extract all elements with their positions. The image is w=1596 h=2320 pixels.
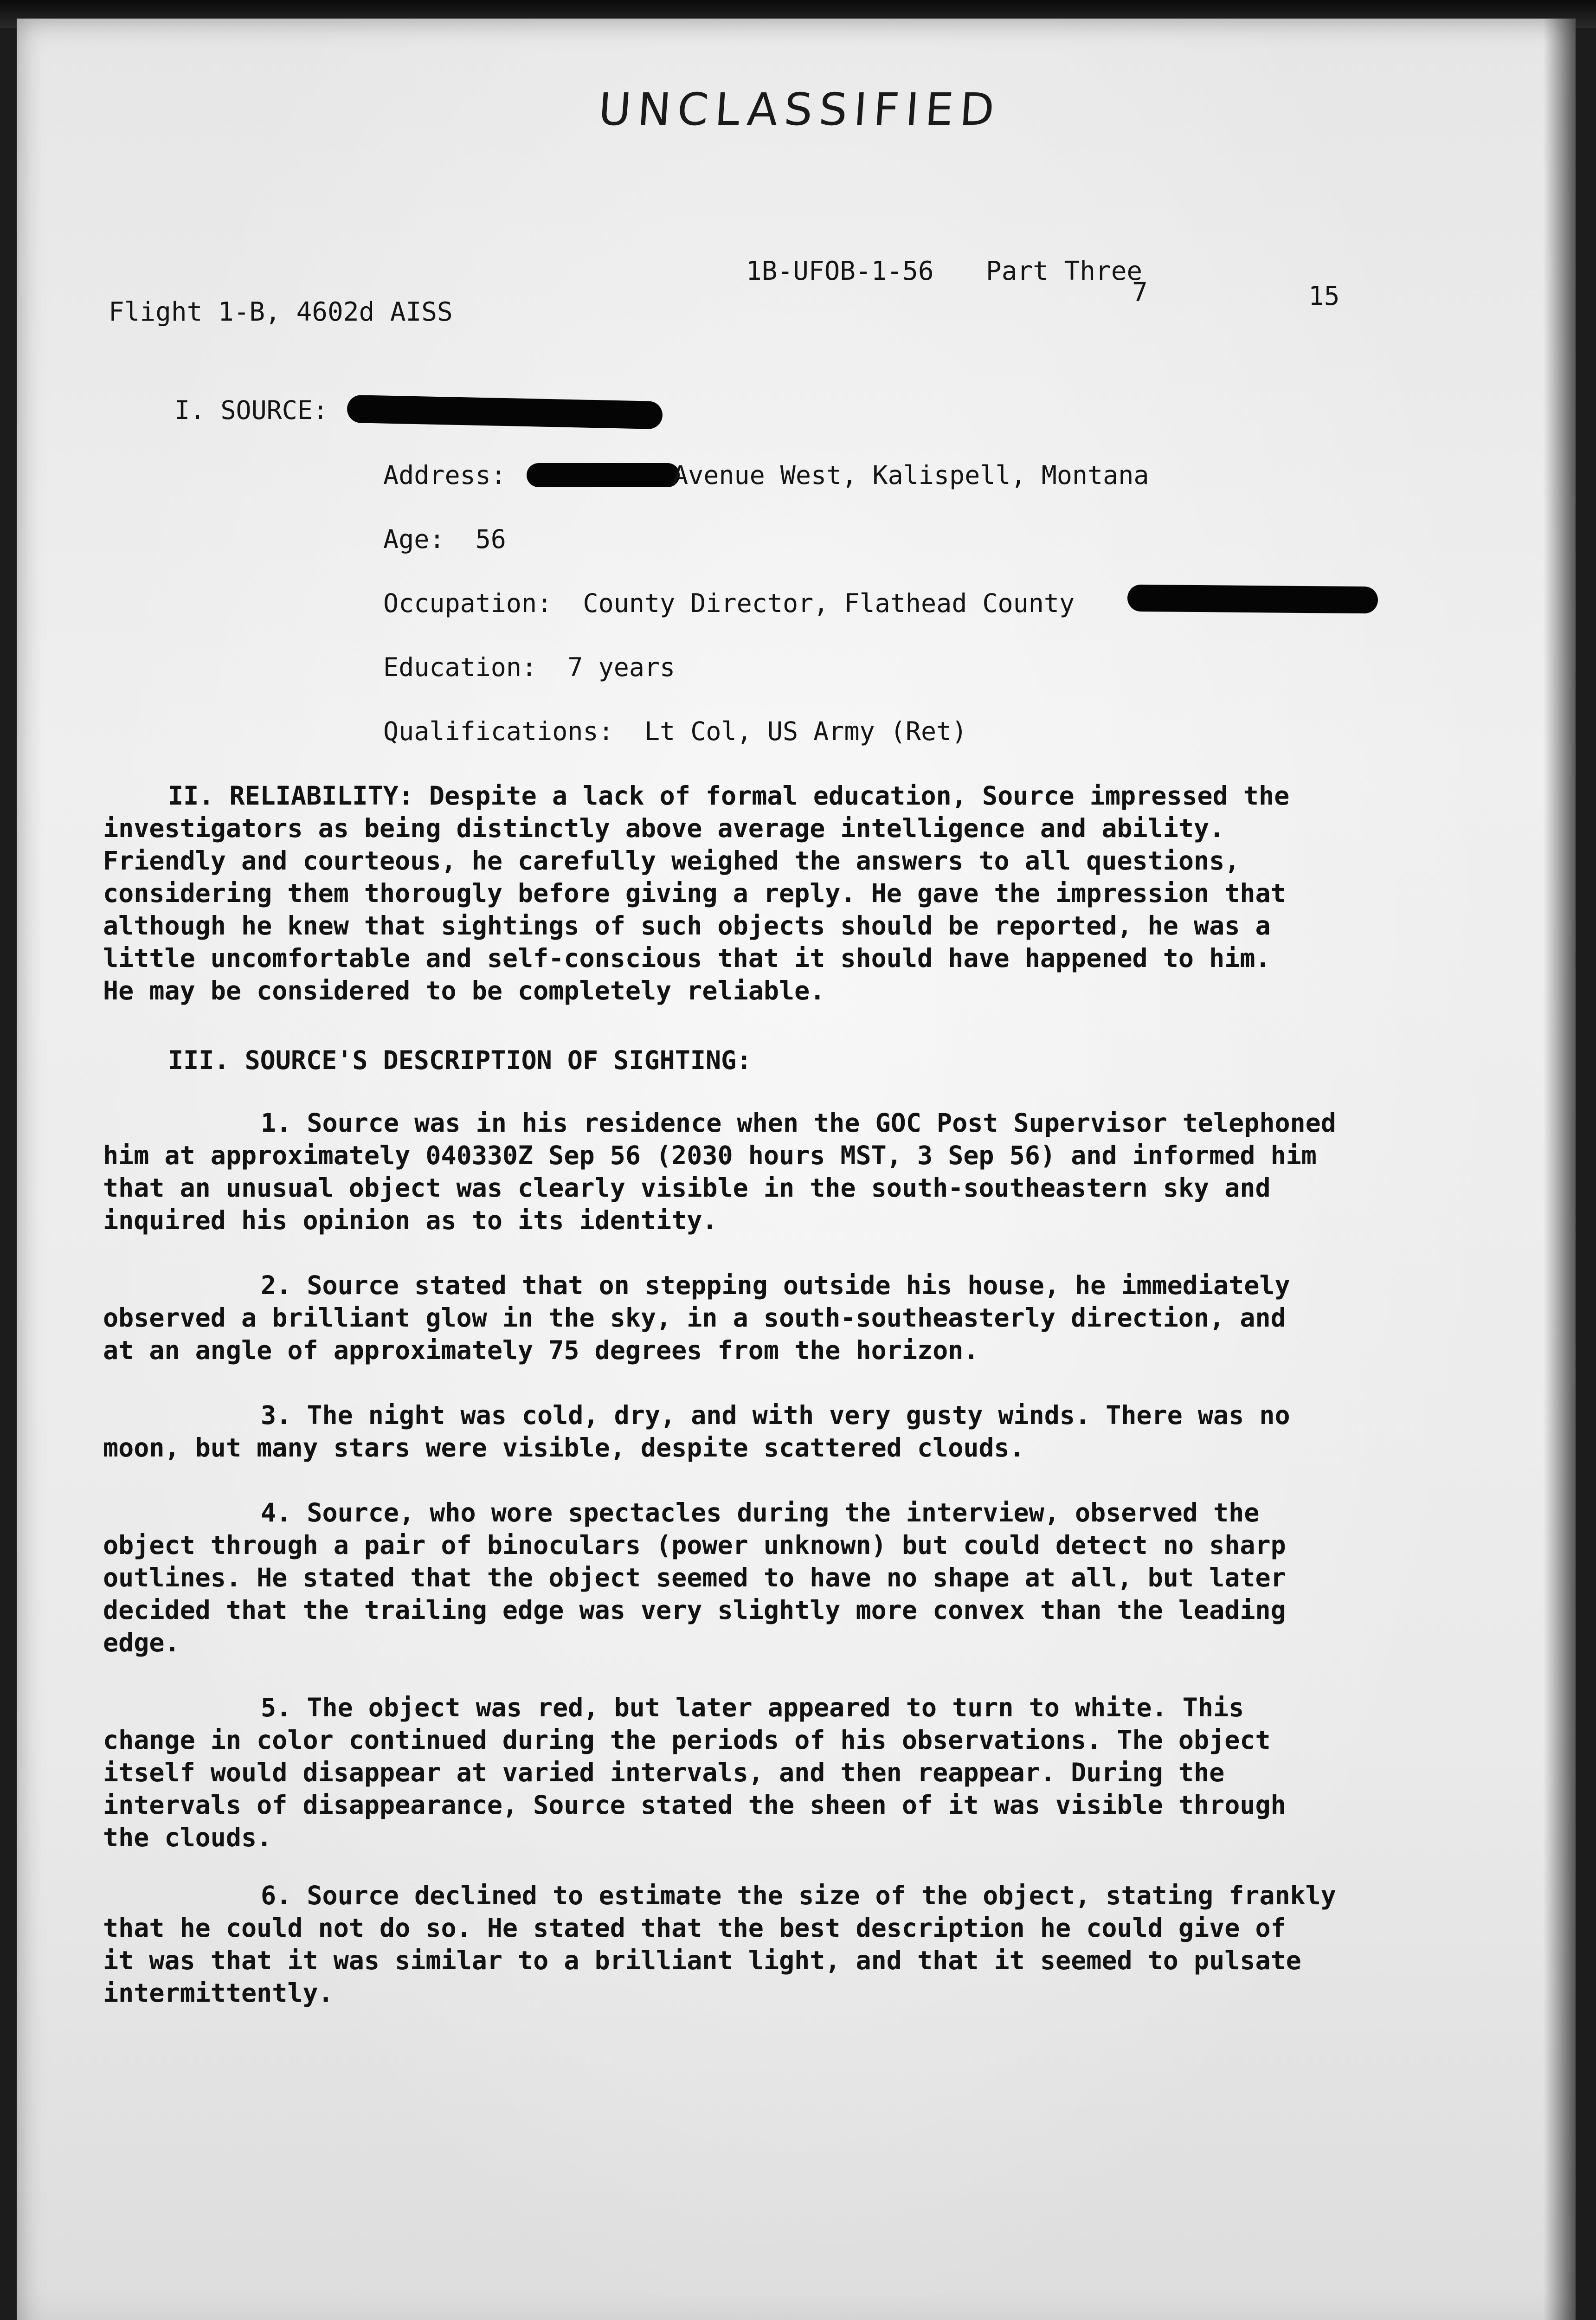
paragraph-line: that he could not do so. He stated that the best description he could give of: [103, 1913, 1286, 1943]
paragraph-line: change in color continued during the periods of his observations. The object: [103, 1725, 1271, 1755]
unit-designation: Flight 1-B, 4602d AISS: [109, 297, 453, 327]
paragraph-first-line: 6. Source declined to estimate the size of the object, stating frankly: [261, 1881, 1336, 1910]
paragraph-line: decided that the trailing edge was very slightly more convex than the leading: [103, 1595, 1286, 1625]
paragraph-line: the clouds.: [103, 1823, 272, 1852]
education-label: Education:: [383, 652, 537, 682]
paragraph-line: observed a brilliant glow in the sky, in a south-southeasterly direction, and: [103, 1303, 1286, 1333]
occupation-label: Occupation:: [383, 588, 553, 618]
reliability-line: He may be considered to be completely reliable.: [103, 976, 825, 1005]
paragraph-line: outlines. He stated that the object seemed to have no shape at all, but later: [103, 1563, 1286, 1592]
reliability-line: Friendly and courteous, he carefully weighed the answers to all questions,: [103, 846, 1240, 876]
reliability-line: investigators as being distinctly above average intelligence and ability.: [103, 813, 1225, 843]
qualifications-value: Lt Col, US Army (Ret): [644, 716, 967, 746]
paragraph-line: it was that it was similar to a brilliant light, and that it seemed to pulsate: [103, 1946, 1301, 1975]
paragraph-first-line: 2. Source stated that on stepping outside his house, he immediately: [261, 1270, 1290, 1300]
education-value: 7 years: [567, 652, 676, 682]
paragraph-line: intermittently.: [103, 1978, 334, 2008]
occupation-field: [383, 588, 1075, 618]
page-bottom-shadow: [17, 2292, 1576, 2320]
paragraph-first-line: 3. The night was cold, dry, and with very gusty winds. There was no: [261, 1400, 1290, 1430]
reliability-line: although he knew that sightings of such objects should be reported, he was a: [103, 911, 1271, 941]
qualifications-label: Qualifications:: [383, 716, 614, 746]
paragraph-line: inquired his opinion as to its identity.: [103, 1205, 718, 1235]
paragraph-line: edge.: [103, 1628, 180, 1657]
paragraph-line: object through a pair of binoculars (power unknown) but could detect no sharp: [103, 1530, 1286, 1560]
paragraph-line: itself would disappear at varied intervals, and then reappear. During the: [103, 1758, 1225, 1787]
paragraph-line: at an angle of approximately 75 degrees from the horizon.: [103, 1335, 979, 1365]
sighting-paragraph-6: [103, 1879, 1430, 2009]
page-edge-shadow: [1543, 19, 1576, 2320]
sighting-paragraph-4: [103, 1496, 1430, 1659]
sighting-paragraph-1: [103, 1107, 1430, 1237]
reliability-line: II. RELIABILITY: Despite a lack of formal education, Source impressed the: [168, 781, 1290, 811]
sighting-paragraph-5: [103, 1691, 1430, 1854]
paragraph-line: moon, but many stars were visible, despite scattered clouds.: [103, 1433, 1025, 1463]
address-value: Avenue West, Kalispell, Montana: [673, 460, 1149, 490]
qualifications-field: [383, 716, 967, 746]
paragraph-line: intervals of disappearance, Source stated the sheen of it was visible through: [103, 1790, 1286, 1820]
source-heading: I. SOURCE:: [174, 395, 328, 425]
sighting-paragraph-2: [103, 1269, 1430, 1366]
page-number: 15: [1308, 281, 1340, 311]
age-value: 56: [475, 524, 506, 554]
paragraph-first-line: 5. The object was red, but later appeared to turn to white. This: [261, 1693, 1244, 1722]
reliability-line: considering them thorougly before giving a reply. He gave the impression that: [103, 878, 1286, 908]
redaction-occupation: [1127, 585, 1378, 614]
paragraph-line: that an unusual object was clearly visible in the south-southeastern sky and: [103, 1173, 1271, 1203]
page-mark: 7: [1132, 277, 1148, 308]
reliability-line: little uncomfortable and self-conscious that it should have happened to him.: [103, 943, 1271, 973]
education-field: [383, 652, 675, 682]
sighting-paragraph-3: [103, 1399, 1430, 1464]
reliability-paragraph: [103, 780, 1430, 1007]
paragraph-first-line: 4. Source, who wore spectacles during the interview, observed the: [261, 1498, 1260, 1527]
age-label: Age:: [383, 524, 445, 554]
document-reference: 1B-UFOB-1-56: [746, 256, 934, 286]
occupation-value: County Director, Flathead County: [583, 588, 1075, 618]
redaction-address-number: [527, 463, 680, 487]
classification-marking-top: UNCLASSIFIED: [597, 84, 1003, 135]
age-field: [383, 524, 506, 554]
document-part: Part Three: [986, 256, 1143, 286]
address-label: Address:: [383, 460, 506, 490]
paragraph-first-line: 1. Source was in his residence when the GOC Post Supervisor telephoned: [261, 1108, 1336, 1138]
sighting-description-heading: III. SOURCE'S DESCRIPTION OF SIGHTING:: [168, 1045, 752, 1075]
paragraph-line: him at approximately 040330Z Sep 56 (2030 hours MST, 3 Sep 56) and informed him: [103, 1141, 1317, 1170]
